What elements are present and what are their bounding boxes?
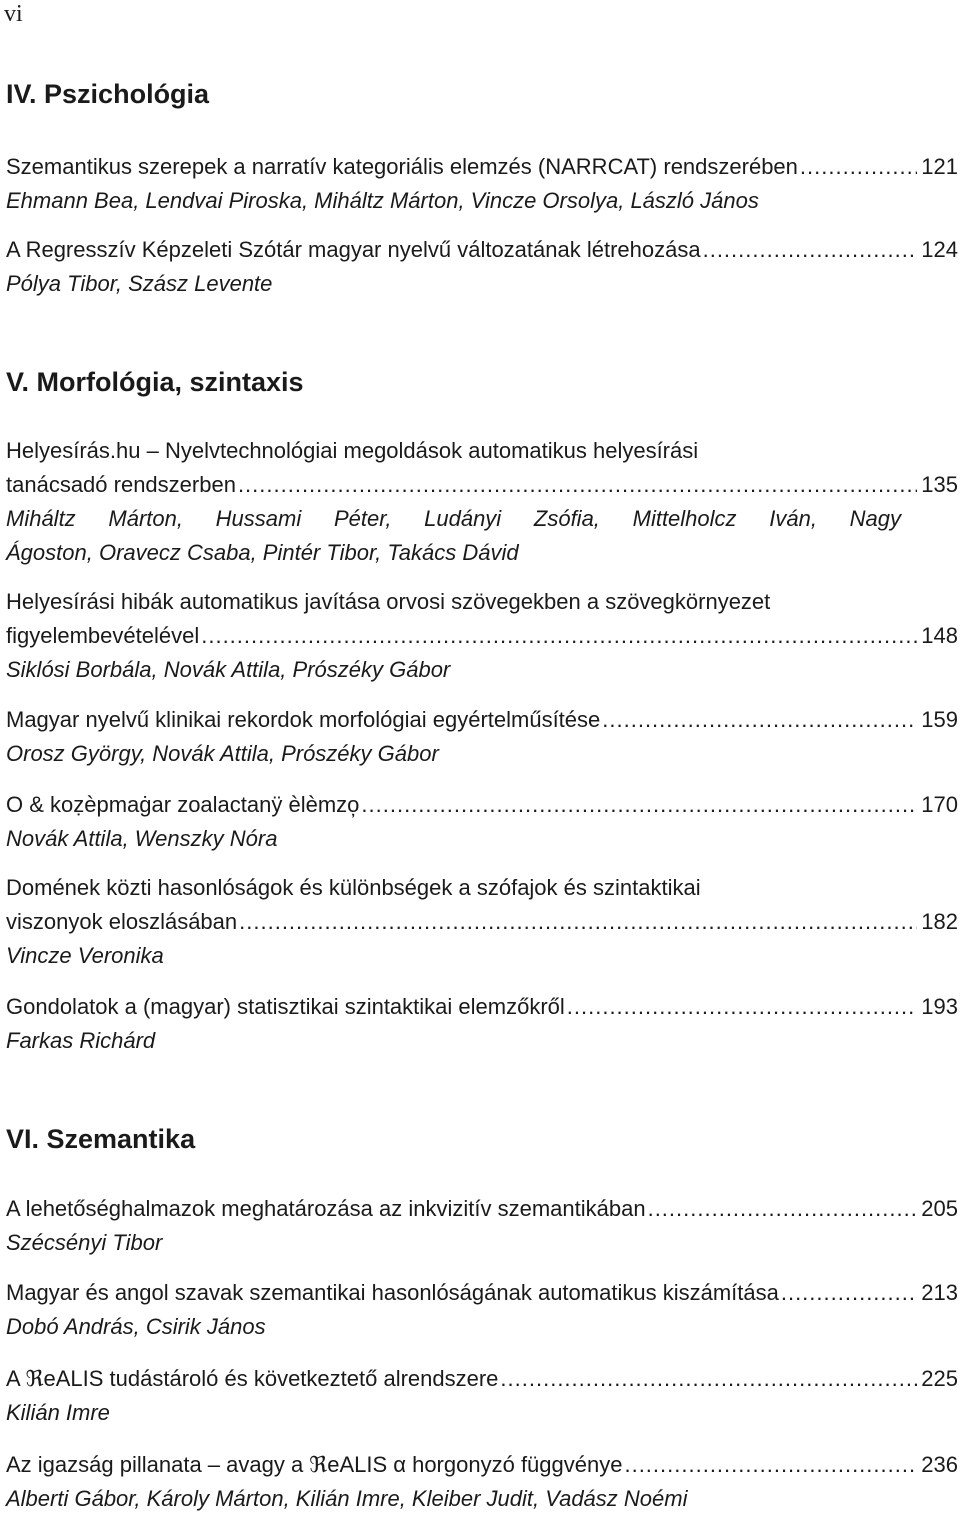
entry-title: O & koẓèpmaġar zoalactanÿ èlèmzo̦ [6,792,360,817]
entry-title-line1: Helyesírás.hu – Nyelvtechnológiai megoldások automatikus helyesírási [6,438,699,463]
toc-entry[interactable] [6,233,958,301]
entry-page: 121 [921,154,958,179]
leader-dots [648,1192,918,1226]
entry-page: 170 [921,792,958,817]
leader-dots [703,233,918,267]
entry-title-line[interactable] [6,150,958,184]
section-title-iv: IV. Pszichológia [6,79,210,109]
section-title-v: V. Morfológia, szintaxis [6,367,304,397]
toc-entry[interactable] [6,434,958,570]
toc-entry[interactable] [6,990,958,1058]
toc-entry[interactable] [6,703,958,771]
entry-title: Magyar és angol szavak szemantikai hasonlóságának automatikus kiszámítása [6,1280,779,1305]
leader-dots [238,468,917,502]
entry-page: 148 [921,623,958,648]
entry-title-line[interactable] [6,788,958,822]
leader-dots [624,1448,917,1482]
entry-title: A Regresszív Képzeleti Szótár magyar nyelvű változatának létrehozása [6,237,701,262]
toc-entry[interactable] [6,1276,958,1344]
entry-title-line[interactable] [6,1448,958,1482]
entry-page: 135 [921,472,958,497]
entry-title-line[interactable] [6,468,958,502]
entry-page: 225 [921,1366,958,1391]
page-number: vi [4,1,23,27]
entry-title: Magyar nyelvű klinikai rekordok morfológiai egyértelműsítése [6,707,601,732]
entry-title: Szemantikus szerepek a narratív kategoriális elemzés (NARRCAT) rendszerében [6,154,798,179]
entry-authors: Orosz György, Novák Attila, Prószéky Gábor [6,741,439,766]
entry-page: 213 [921,1280,958,1305]
entry-title-line[interactable] [6,619,958,653]
entry-page: 205 [921,1196,958,1221]
entry-authors: Dobó András, Csirik János [6,1314,266,1339]
toc-entry[interactable] [6,150,958,218]
leader-dots [800,150,917,184]
toc-entry[interactable] [6,788,958,856]
entry-title-line[interactable] [6,1192,958,1226]
toc-entry[interactable] [6,1448,958,1516]
entry-title: figyelembevételével [6,623,200,648]
entry-title: viszonyok eloszlásában [6,909,238,934]
entry-title: Gondolatok a (magyar) statisztikai szintaktikai elemzőkről [6,994,565,1019]
entry-authors: Vincze Veronika [6,943,164,968]
leader-dots [361,788,917,822]
entry-title-line[interactable] [6,233,958,267]
toc-entry[interactable] [6,1362,958,1430]
entry-title: A ℜeALIS tudástároló és következtető alrendszere [6,1366,499,1391]
leader-dots [781,1276,917,1310]
entry-title-line1: Helyesírási hibák automatikus javítása orvosi szövegekben a szövegkörnyezet [6,589,771,614]
toc-entry[interactable] [6,871,958,973]
toc-entry[interactable] [6,585,958,687]
leader-dots [239,905,917,939]
entry-title: Az igazság pillanata – avagy a ℜeALIS α horgonyzó függvénye [6,1452,623,1477]
entry-authors: Alberti Gábor, Károly Márton, Kilián Imre, Kleiber Judit, Vadász Noémi [6,1486,688,1511]
entry-page: 182 [921,909,958,934]
entry-title-line[interactable] [6,905,958,939]
entry-title-line[interactable] [6,703,958,737]
entry-authors: Szécsényi Tibor [6,1230,163,1255]
section-title-vi: VI. Szemantika [6,1124,196,1154]
entry-title-line1: Domének közti hasonlóságok és különbségek a szófajok és szintaktikai [6,875,701,900]
entry-title-line[interactable] [6,1362,958,1396]
entry-authors: Siklósi Borbála, Novák Attila, Prószéky Gábor [6,657,451,682]
leader-dots [567,990,918,1024]
entry-title-line[interactable] [6,1276,958,1310]
entry-title: tanácsadó rendszerben [6,472,236,497]
entry-page: 159 [921,707,958,732]
entry-page: 236 [921,1452,958,1477]
entry-authors: Ágoston, Oravecz Csaba, Pintér Tibor, Takács Dávid [6,540,519,565]
leader-dots [602,703,917,737]
entry-page: 124 [921,237,958,262]
entry-authors: Ehmann Bea, Lendvai Piroska, Miháltz Márton, Vincze Orsolya, László János [6,188,759,213]
entry-page: 193 [921,994,958,1019]
leader-dots [500,1362,917,1396]
leader-dots [201,619,917,653]
toc-entry[interactable] [6,1192,958,1260]
entry-title: A lehetőséghalmazok meghatározása az inkvizitív szemantikában [6,1196,646,1221]
entry-authors: Farkas Richárd [6,1028,156,1053]
entry-title-line[interactable] [6,990,958,1024]
entry-authors: Pólya Tibor, Szász Levente [6,271,273,296]
entry-authors: Novák Attila, Wenszky Nóra [6,826,278,851]
entry-authors-line1: Miháltz Márton, Hussami Péter, Ludányi Zsófia, Mittelholcz Iván, Nagy [6,506,901,531]
entry-authors: Kilián Imre [6,1400,110,1425]
